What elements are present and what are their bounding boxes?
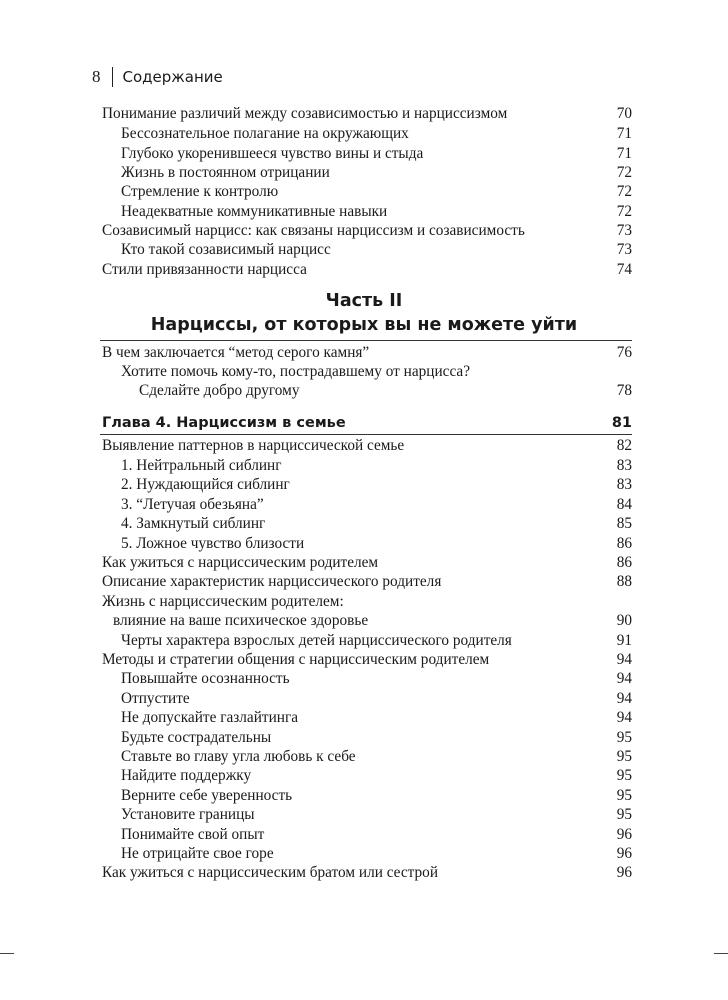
- toc-entry-title: 3. “Летучая обезьяна”: [121, 496, 264, 513]
- toc-entry-page: 72: [616, 164, 632, 181]
- page-number: 8: [92, 67, 101, 86]
- toc-entry: [0, 611, 728, 631]
- toc-entry-page: 85: [616, 515, 632, 532]
- toc-entry-title: Понимание различий между созависимостью и нарциссизмом: [102, 105, 508, 122]
- toc-entry: [0, 456, 728, 476]
- toc-entry-page: 83: [616, 476, 632, 493]
- toc-entry-page: 82: [616, 437, 632, 454]
- toc-entry-title: Черты характера взрослых детей нарциссического родителя: [121, 632, 512, 649]
- toc-entry-page: 86: [616, 554, 632, 571]
- toc-entry-title: Ставьте во главу угла любовь к себе: [121, 748, 356, 765]
- toc-entry-title: Хотите помочь кому-то, пострадавшему от нарцисса?: [121, 363, 471, 380]
- toc-entry: [0, 202, 728, 222]
- toc-entry: [0, 669, 728, 689]
- toc-entry-page: 83: [616, 457, 632, 474]
- toc-entry: [0, 553, 728, 573]
- part-label: Часть II: [325, 291, 403, 311]
- chapter-title: Глава 4. Нарциссизм в семье: [102, 415, 346, 431]
- toc-entry-page: 71: [616, 145, 632, 162]
- toc-entry-title: Верните себе уверенность: [121, 787, 293, 804]
- toc-entry: [0, 436, 728, 456]
- toc-entry: [0, 104, 728, 124]
- toc-entry-page: 76: [616, 344, 632, 361]
- chapter-heading: [0, 413, 728, 433]
- toc-entry-page: 96: [616, 826, 632, 843]
- toc-entry: [0, 805, 728, 825]
- toc-entry-title: Бессознательное полагание на окружающих: [121, 125, 409, 142]
- toc-entry-title: Стремление к контролю: [121, 183, 279, 200]
- toc-entry-title: Не отрицайте свое горе: [121, 845, 274, 862]
- toc-entry: [0, 144, 728, 164]
- crop-mark-left: [0, 953, 14, 954]
- toc-entry: [0, 786, 728, 806]
- toc-entry: [0, 362, 728, 382]
- toc-entry-title: Найдите поддержку: [121, 767, 252, 784]
- toc-entry-page: 95: [616, 748, 632, 765]
- toc-entry: [0, 343, 728, 363]
- toc-entry: [0, 747, 728, 767]
- toc-entry-title: В чем заключается “метод серого камня”: [102, 344, 370, 361]
- toc-entry-title: 5. Ложное чувство близости: [121, 535, 305, 552]
- toc-entry-title: Установите границы: [121, 806, 255, 823]
- toc-entry-page: 73: [616, 241, 632, 258]
- toc-entry-title: Не допускайте газлайтинга: [121, 709, 299, 726]
- crop-mark-right: [714, 953, 728, 954]
- toc-entry: [0, 495, 728, 515]
- toc-entry-page: 72: [616, 203, 632, 220]
- toc-entry-page: 78: [616, 382, 632, 399]
- toc-entry: [0, 124, 728, 144]
- toc-entry: [0, 260, 728, 280]
- toc-entry-page: 96: [616, 864, 632, 881]
- toc-entry-page: 72: [616, 183, 632, 200]
- toc-entry-page: 95: [616, 806, 632, 823]
- toc-entry-title: Созависимый нарцисс: как связаны нарциссизм и созависимость: [102, 222, 525, 239]
- toc-entry: [0, 534, 728, 554]
- toc-entry: [0, 240, 728, 260]
- toc-entry-title: Как ужиться с нарциссическим братом или сестрой: [102, 864, 439, 881]
- toc-entry-page: 84: [616, 496, 632, 513]
- toc-entry: [0, 381, 728, 401]
- toc-entry-title: Выявление паттернов в нарциссической семье: [102, 437, 405, 454]
- toc-entry-page: 90: [616, 612, 632, 629]
- chapter-underline: [100, 434, 632, 435]
- toc-entry: [0, 650, 728, 670]
- header-separator: [112, 67, 113, 87]
- toc-entry-page: 71: [616, 125, 632, 142]
- toc-entry-title: влияние на ваше психическое здоровье: [113, 612, 369, 629]
- toc-entry-page: 95: [616, 767, 632, 784]
- toc-entry-title: Методы и стратегии общения с нарциссическим родителем: [102, 651, 490, 668]
- toc-entry: [0, 844, 728, 864]
- toc-entry-title: Жизнь с нарциссическим родителем:: [102, 593, 344, 610]
- toc-entry-title: Описание характеристик нарциссического родителя: [102, 573, 442, 590]
- toc-entry-title: 1. Нейтральный сиблинг: [121, 457, 282, 474]
- toc-entry: [0, 572, 728, 592]
- toc-entry-page: 94: [616, 690, 632, 707]
- toc-entry-page: 94: [616, 651, 632, 668]
- running-header: [92, 66, 223, 88]
- toc-entry: [0, 728, 728, 748]
- toc-entry-title: Понимайте свой опыт: [121, 826, 265, 843]
- toc-entry-page: 94: [616, 709, 632, 726]
- toc-entry: [0, 475, 728, 495]
- toc-entry: [0, 592, 728, 612]
- toc-entry-title: Как ужиться с нарциссическим родителем: [102, 554, 379, 571]
- toc-entry: [0, 631, 728, 651]
- toc-entry: [0, 163, 728, 183]
- chapter-page: 81: [611, 415, 632, 431]
- toc-entry-page: 91: [616, 632, 632, 649]
- toc-entry-title: 4. Замкнутый сиблинг: [121, 515, 266, 532]
- toc-entry: [0, 766, 728, 786]
- toc-entry-page: 86: [616, 535, 632, 552]
- toc-entry-title: Глубоко укоренившееся чувство вины и стыда: [121, 145, 424, 162]
- toc-entry-page: 74: [616, 261, 632, 278]
- toc-entry-page: 70: [616, 105, 632, 122]
- running-section-title: Содержание: [122, 68, 223, 86]
- toc-entry: [0, 182, 728, 202]
- toc-entry-page: 95: [616, 729, 632, 746]
- toc-entry: [0, 708, 728, 728]
- toc-entry-title: Будьте сострадательны: [121, 729, 272, 746]
- toc-entry: [0, 689, 728, 709]
- toc-entry-title: 2. Нуждающийся сиблинг: [121, 476, 290, 493]
- toc-entry: [0, 514, 728, 534]
- toc-entry-title: Кто такой созависимый нарцисс: [121, 241, 331, 258]
- toc-entry-page: 94: [616, 670, 632, 687]
- toc-entry-title: Стили привязанности нарцисса: [102, 261, 307, 278]
- toc-entry-title: Жизнь в постоянном отрицании: [121, 164, 330, 181]
- toc-entry: [0, 863, 728, 883]
- toc-entry-page: 73: [616, 222, 632, 239]
- toc-entry: [0, 825, 728, 845]
- toc-entry-page: 88: [616, 573, 632, 590]
- toc-entry-page: 96: [616, 845, 632, 862]
- part-title-underline: [100, 340, 632, 341]
- toc-entry-title: Повышайте осознанность: [121, 670, 290, 687]
- toc-entry-title: Сделайте добро другому: [139, 382, 300, 399]
- toc-entry: [0, 221, 728, 241]
- toc-entry-title: Неадекватные коммуникативные навыки: [121, 203, 388, 220]
- toc-entry-page: 95: [616, 787, 632, 804]
- toc-entry-title: Отпустите: [121, 690, 190, 707]
- part-title: Нарциссы, от которых вы не можете уйти: [150, 315, 578, 335]
